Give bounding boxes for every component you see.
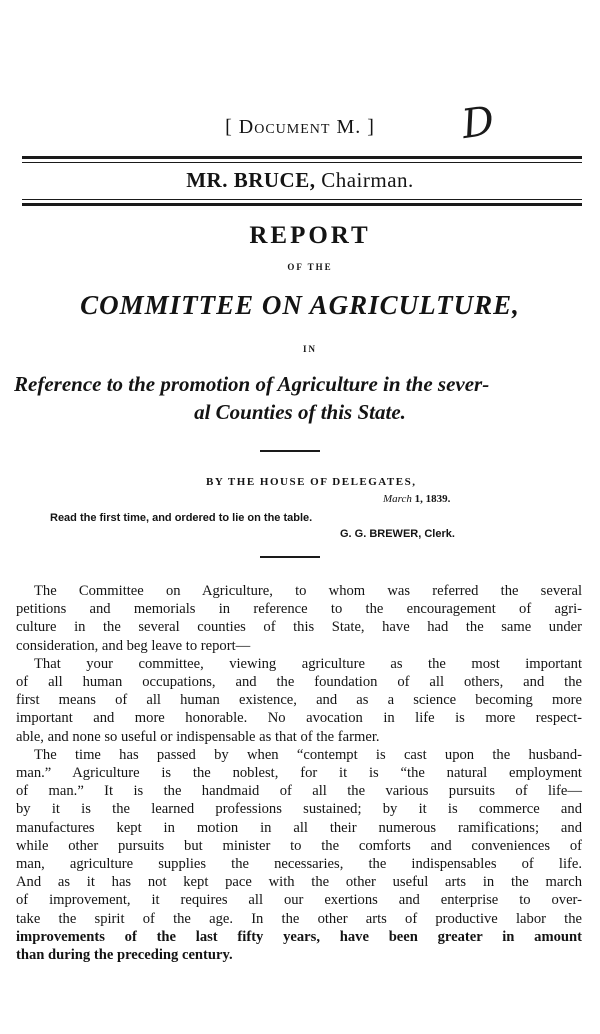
body-line: while other pursuits but minister to the comforts and conveniences of bbox=[16, 837, 582, 854]
body-line: take the spirit of the age. In the other arts of productive labor the bbox=[16, 910, 582, 927]
date-line bbox=[383, 493, 450, 505]
body-line: of man.” It is the handmaid of all the various pursuits of life— bbox=[16, 783, 582, 800]
body-line: of improvement, it requires all our exertions and enterprise to over- bbox=[16, 892, 582, 909]
body-line: And as it has not kept pace with the other useful arts in the march bbox=[16, 874, 582, 891]
date-rest: 1, 1839. bbox=[414, 493, 451, 505]
body-line: able, and none so useful or indispensable as that of the farmer. bbox=[16, 728, 380, 745]
body-line: man, agriculture supplies the necessaries, the indispensables of life. bbox=[16, 856, 582, 873]
chairman-line bbox=[0, 168, 600, 193]
document-label bbox=[0, 116, 600, 139]
body-line: The time has passed by when “contempt is cast upon the husband- bbox=[34, 746, 582, 763]
in-label: IN bbox=[302, 344, 317, 354]
bracket-open: [ bbox=[225, 116, 233, 138]
document-letter: M. bbox=[336, 116, 362, 138]
body-line: man.” Agriculture is the noblest, for it is “the natural employment bbox=[16, 765, 582, 782]
body-line: That your committee, viewing agriculture as the most important bbox=[34, 655, 582, 672]
by-house-line: BY THE HOUSE OF DELEGATES, bbox=[206, 476, 417, 488]
body-line: culture in the several counties of this State, have had the same under bbox=[16, 619, 582, 636]
handwritten-mark: D bbox=[458, 97, 498, 149]
date-month: March bbox=[383, 493, 412, 505]
body-line: consideration, and beg leave to report— bbox=[16, 637, 251, 654]
chairman-role: Chairman. bbox=[321, 168, 414, 192]
top-rule-thick bbox=[22, 156, 582, 159]
body-line: than during the preceding century. bbox=[16, 947, 233, 964]
body-line: manufactures kept in motion in all their numerous ramifications; and bbox=[16, 819, 582, 836]
body-line: first means of all human existence, and as a science becoming more bbox=[16, 692, 582, 709]
middle-rule-thick bbox=[22, 203, 582, 206]
meta-divider bbox=[260, 556, 320, 558]
body-line: of all human occupations, and the foundation of all others, and the bbox=[16, 674, 582, 691]
body-line: The Committee on Agriculture, to whom was referred the several bbox=[34, 583, 582, 599]
body-line: improvements of the last fifty years, have been greater in amount bbox=[16, 928, 582, 945]
middle-rule-thin bbox=[22, 199, 582, 200]
of-the-label: OF THE bbox=[287, 262, 333, 272]
body-text bbox=[16, 582, 582, 964]
reference-line-1: Reference to the promotion of Agriculture in the sever- bbox=[14, 372, 490, 396]
chairman-name: MR. BRUCE, bbox=[186, 168, 316, 192]
clerk-signature: G. G. BREWER, Clerk. bbox=[340, 528, 455, 540]
bracket-close: ] bbox=[367, 116, 375, 138]
body-line: by it is the learned professions sustained; by it is commerce and bbox=[16, 801, 582, 818]
title-divider bbox=[260, 450, 320, 452]
report-title: REPORT bbox=[249, 222, 371, 249]
document-word: Document bbox=[238, 116, 331, 138]
committee-title: COMMITTEE ON AGRICULTURE, bbox=[80, 290, 520, 320]
body-line: important and more honorable. No avocation in life is more respect- bbox=[16, 710, 582, 727]
body-line: petitions and memorials in reference to the encouragement of agri- bbox=[16, 601, 582, 618]
read-first-note: Read the first time, and ordered to lie on the table. bbox=[50, 512, 313, 524]
reference-line-2: al Counties of this State. bbox=[194, 400, 406, 424]
top-rule-thin bbox=[22, 162, 582, 163]
